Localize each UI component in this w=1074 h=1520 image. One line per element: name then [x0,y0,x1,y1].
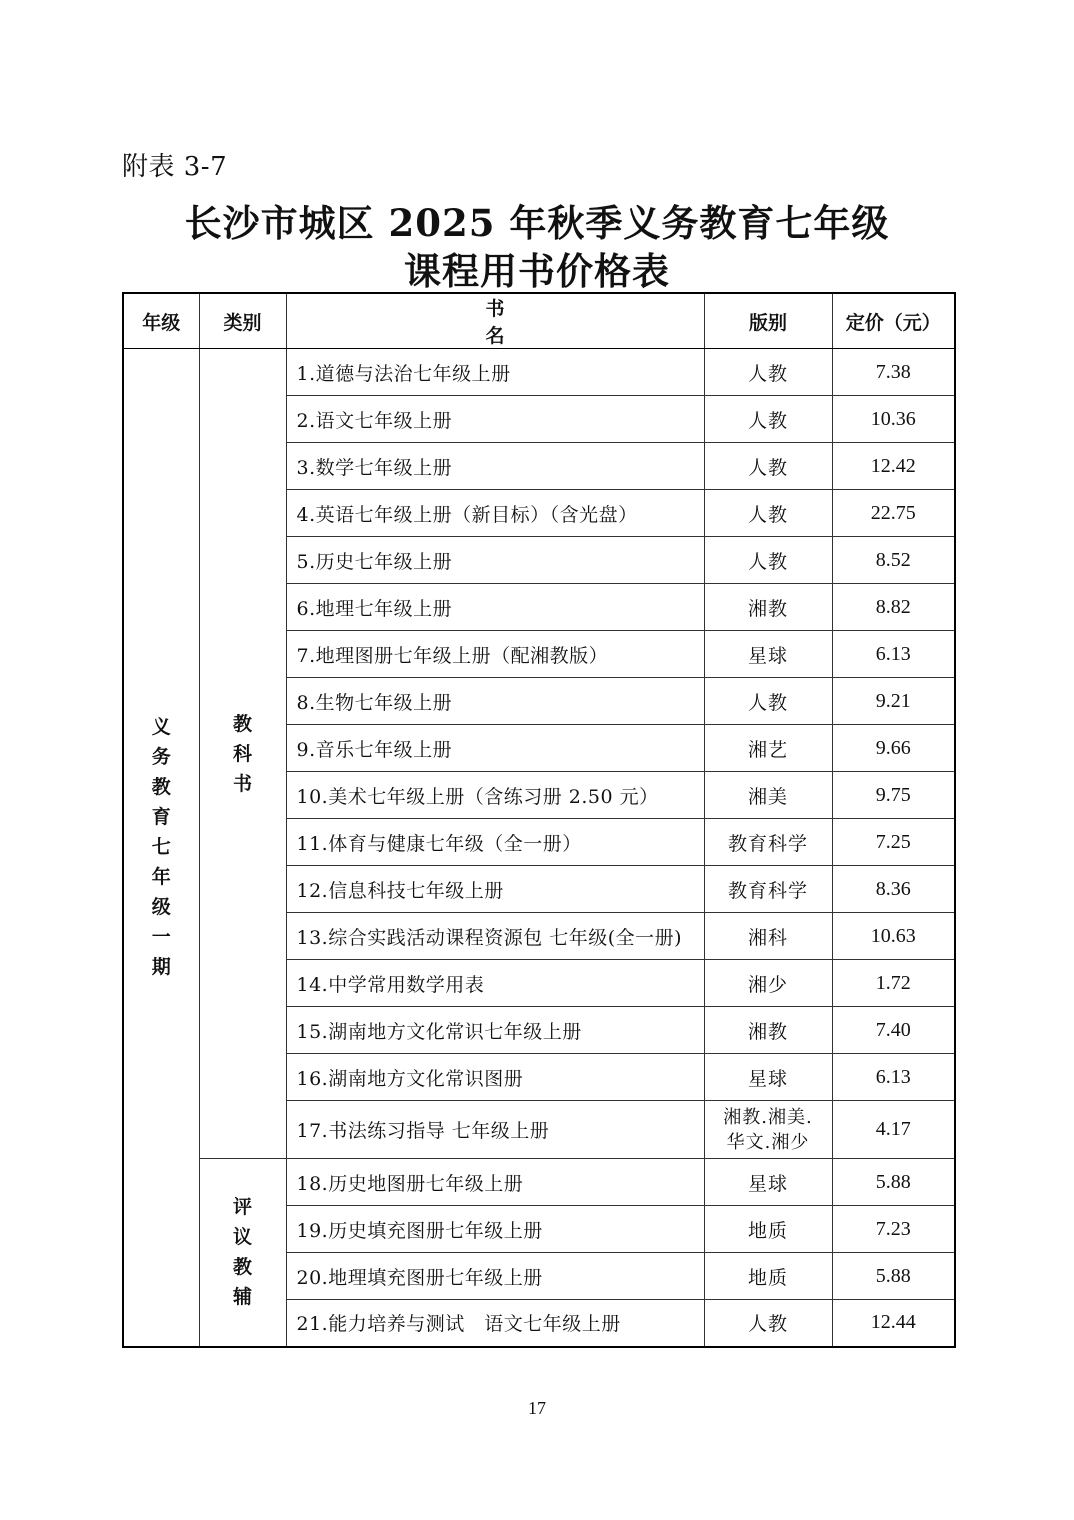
book-name: 1.道德与法治七年级上册 [286,349,704,396]
book-name: 19.历史填充图册七年级上册 [286,1206,704,1253]
book-name: 13.综合实践活动课程资源包 七年级(全一册) [286,913,704,960]
book-price: 12.42 [832,443,955,490]
book-edition: 人教 [704,490,832,537]
header-grade: 年级 [123,293,199,349]
price-table [122,292,956,1348]
book-edition: 人教 [704,396,832,443]
book-price: 10.36 [832,396,955,443]
book-price: 9.66 [832,725,955,772]
book-edition: 湘美 [704,772,832,819]
book-name: 4.英语七年级上册（新目标）（含光盘） [286,490,704,537]
book-price: 8.36 [832,866,955,913]
category-cell-textbook: 教科书 [199,349,286,1159]
book-edition: 教育科学 [704,866,832,913]
book-price: 7.38 [832,349,955,396]
book-edition: 湘教 [704,584,832,631]
book-price: 8.82 [832,584,955,631]
book-price: 10.63 [832,913,955,960]
table-row [123,349,955,396]
book-name: 20.地理填充图册七年级上册 [286,1253,704,1300]
book-name: 8.生物七年级上册 [286,678,704,725]
book-price: 9.75 [832,772,955,819]
book-edition: 人教 [704,443,832,490]
book-edition: 星球 [704,631,832,678]
book-price: 22.75 [832,490,955,537]
book-name: 9.音乐七年级上册 [286,725,704,772]
page-title-line1: 长沙市城区 2025 年秋季义务教育七年级 [184,201,890,245]
page-number: 17 [528,1398,546,1418]
book-name: 12.信息科技七年级上册 [286,866,704,913]
category-cell-aux: 评议教辅 [199,1159,286,1347]
book-edition: 人教 [704,349,832,396]
book-name: 11.体育与健康七年级（全一册） [286,819,704,866]
book-name: 10.美术七年级上册（含练习册 2.50 元） [286,772,704,819]
book-price: 4.17 [832,1101,955,1159]
book-name: 5.历史七年级上册 [286,537,704,584]
book-name: 2.语文七年级上册 [286,396,704,443]
book-edition: 地质 [704,1253,832,1300]
book-edition: 人教 [704,678,832,725]
book-edition: 教育科学 [704,819,832,866]
book-edition: 人教 [704,537,832,584]
book-edition: 湘科 [704,913,832,960]
book-edition: 星球 [704,1054,832,1101]
header-price: 定价（元） [832,293,955,349]
book-price: 7.40 [832,1007,955,1054]
page-title-line2: 课程用书价格表 [404,249,670,293]
book-name: 14.中学常用数学用表 [286,960,704,1007]
book-name: 3.数学七年级上册 [286,443,704,490]
book-edition: 湘少 [704,960,832,1007]
table-header-row [123,293,955,349]
book-name: 17.书法练习指导 七年级上册 [286,1101,704,1159]
book-price: 1.72 [832,960,955,1007]
book-name: 6.地理七年级上册 [286,584,704,631]
book-name: 16.湖南地方文化常识图册 [286,1054,704,1101]
book-price: 5.88 [832,1253,955,1300]
book-edition: 湘教.湘美. 华文.湘少 [704,1101,832,1159]
book-price: 9.21 [832,678,955,725]
table-row [123,1159,955,1206]
header-category: 类别 [199,293,286,349]
header-edition: 版别 [704,293,832,349]
book-edition: 湘教 [704,1007,832,1054]
header-book-name: 书名 [286,293,704,349]
appendix-label: 附表 3-7 [122,152,228,182]
grade-cell: 义务教育七年级一期 [123,349,199,1347]
book-name: 18.历史地图册七年级上册 [286,1159,704,1206]
book-name: 15.湖南地方文化常识七年级上册 [286,1007,704,1054]
book-price: 7.25 [832,819,955,866]
book-price: 6.13 [832,631,955,678]
book-price: 6.13 [832,1054,955,1101]
book-name: 21.能力培养与测试 语文七年级上册 [286,1300,704,1347]
book-price: 12.44 [832,1300,955,1347]
book-edition: 人教 [704,1300,832,1347]
book-edition: 地质 [704,1206,832,1253]
book-price: 7.23 [832,1206,955,1253]
book-name: 7.地理图册七年级上册（配湘教版） [286,631,704,678]
book-price: 5.88 [832,1159,955,1206]
table-body [123,349,955,1347]
book-edition: 湘艺 [704,725,832,772]
book-edition: 星球 [704,1159,832,1206]
book-price: 8.52 [832,537,955,584]
